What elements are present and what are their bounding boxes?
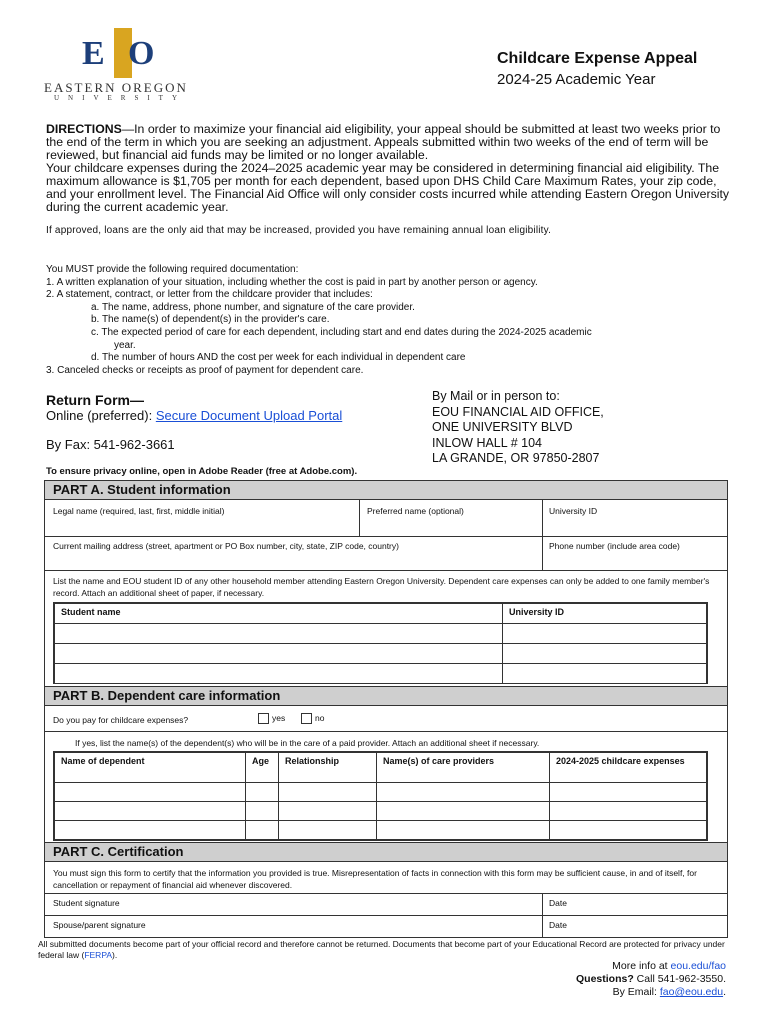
part-a-heading: PART A. Student information: [45, 481, 727, 500]
yes-checkbox[interactable]: [258, 713, 269, 724]
mail-line: LA GRANDE, OR 97850-2807: [432, 451, 600, 465]
table-cell[interactable]: [279, 821, 377, 840]
table-cell[interactable]: [55, 783, 246, 802]
age-header: Age: [246, 753, 279, 783]
table-cell[interactable]: [377, 783, 550, 802]
questions-phone: Call 541-962-3550.: [633, 973, 726, 985]
form-subtitle: 2024-25 Academic Year: [497, 71, 656, 88]
record-note: [38, 939, 728, 961]
yes-label: yes: [272, 713, 286, 723]
directions-p1: —In order to maximize your financial aid eligibility, your appeal should be submitted at least two weeks prior to the end of the term in which you are seeking an adjustment. Appeals submitted within two weeks of the end of term will be reviewed, but financial aid funds may be limited or no longer available.: [46, 122, 721, 162]
contact-info: [576, 960, 726, 999]
household-table: [53, 602, 708, 684]
table-cell[interactable]: [377, 802, 550, 821]
part-b: [44, 686, 728, 843]
req-item-3: 3. Canceled checks or receipts as proof of payment for dependent care.: [46, 364, 364, 376]
form-title: Childcare Expense Appeal: [497, 50, 698, 67]
mail-line: ONE UNIVERSITY BLVD: [432, 420, 573, 434]
table-cell[interactable]: [550, 821, 707, 840]
part-a: [44, 480, 728, 687]
mail-line: EOU FINANCIAL AID OFFICE,: [432, 404, 604, 419]
logo-sub: UNIVERSITY: [54, 94, 186, 102]
relationship-header: Relationship: [279, 753, 377, 783]
requirements-intro: You MUST provide the following required documentation:: [46, 264, 299, 275]
directions-heading: DIRECTIONS: [46, 122, 122, 136]
privacy-note: To ensure privacy online, open in Adobe Reader (free at Adobe.com).: [46, 466, 358, 477]
table-cell[interactable]: [550, 783, 707, 802]
req-item-2c-cont: year.: [114, 339, 136, 351]
spouse-date-field[interactable]: Date: [549, 920, 567, 930]
logo-name: EASTERN OREGON: [44, 80, 188, 95]
table-cell[interactable]: [246, 802, 279, 821]
questions-label: Questions?: [576, 973, 634, 985]
table-cell[interactable]: [279, 783, 377, 802]
email-label: By Email:: [612, 986, 660, 998]
svg-text:E: E: [82, 35, 105, 72]
childcare-question: Do you pay for childcare expenses?: [53, 715, 189, 725]
table-cell[interactable]: [550, 802, 707, 821]
requirements: [46, 264, 726, 377]
svg-text:O: O: [128, 35, 155, 72]
university-id-field[interactable]: University ID: [549, 506, 598, 516]
directions-loans: If approved, loans are the only aid that may be increased, provided you have remaining annual loan eligibility.: [46, 225, 552, 236]
email-end: .: [723, 986, 726, 998]
part-c-heading: PART C. Certification: [45, 843, 727, 862]
table-cell[interactable]: [503, 644, 707, 664]
dependents-table: [53, 751, 708, 841]
eou-logo: [44, 26, 194, 106]
household-note: List the name and EOU student ID of any other household member attending Eastern Oregon University. Dependent care expenses can only be added to one family member's record. Attach an additional sheet of paper, if necessary.: [53, 576, 710, 598]
return-fax: By Fax: 541-962-3661: [46, 437, 175, 452]
no-label: no: [315, 713, 325, 723]
student-date-field[interactable]: Date: [549, 898, 567, 908]
spouse-signature-field[interactable]: Spouse/parent signature: [53, 920, 146, 930]
table-cell[interactable]: [246, 783, 279, 802]
table-cell[interactable]: [55, 821, 246, 840]
table-cell[interactable]: [503, 664, 707, 684]
directions: [46, 123, 736, 237]
record-note-text: All submitted documents become part of your official record and therefore cannot be returned. Documents that become part of your Educational Record are protected for privacy under federal law (: [38, 939, 725, 960]
return-online: [46, 408, 342, 423]
req-item-2b: b. The name(s) of dependent(s) in the provider's care.: [91, 314, 330, 326]
student-id-header: University ID: [503, 604, 707, 624]
req-item-2a: a. The name, address, phone number, and signature of the care provider.: [91, 301, 415, 313]
mail-line: INLOW HALL # 104: [432, 435, 543, 450]
preferred-name-field[interactable]: Preferred name (optional): [367, 506, 464, 516]
mail-address: [432, 389, 604, 467]
table-cell[interactable]: [55, 664, 503, 684]
no-checkbox[interactable]: [301, 713, 312, 724]
return-form-heading: Return Form—: [46, 392, 144, 408]
table-cell[interactable]: [377, 821, 550, 840]
no-option[interactable]: [301, 713, 324, 724]
certification-statement: You must sign this form to certify that the information you provided is true. Misrepresentation of facts in connection with this form may be sufficient cause, in and of itself, for cancellation or repayment of financial aid whenever discovered.: [53, 868, 697, 890]
table-cell[interactable]: [55, 624, 503, 644]
table-cell[interactable]: [279, 802, 377, 821]
online-label: Online (preferred):: [46, 408, 156, 423]
part-c: [44, 842, 728, 938]
record-note-end: ).: [112, 950, 118, 960]
req-item-2: 2. A statement, contract, or letter from the childcare provider that includes:: [46, 289, 373, 301]
providers-header: Name(s) of care providers: [377, 753, 550, 783]
yes-option[interactable]: [258, 713, 285, 724]
email-link[interactable]: fao@eou.edu: [659, 986, 724, 998]
more-info-label: More info at: [612, 960, 671, 972]
expenses-header: 2024-2025 childcare expenses: [550, 753, 707, 783]
part-b-heading: PART B. Dependent care information: [45, 687, 727, 706]
legal-name-field[interactable]: Legal name (required, last, first, middle initial): [53, 506, 225, 516]
req-item-1: 1. A written explanation of your situation, including whether the cost is paid in part by another person or agency.: [46, 276, 538, 288]
req-item-2d: d. The number of hours AND the cost per week for each individual in dependent care: [91, 352, 466, 364]
dependents-note: If yes, list the name(s) of the dependent(s) who will be in the care of a paid provider. Attach an additional sheet if necessary.: [75, 738, 540, 748]
ferpa-link[interactable]: FERPA: [84, 950, 113, 960]
table-cell[interactable]: [246, 821, 279, 840]
student-signature-field[interactable]: Student signature: [53, 898, 120, 908]
student-name-header: Student name: [55, 604, 503, 624]
phone-field[interactable]: Phone number (include area code): [549, 541, 680, 551]
fao-website-link[interactable]: eou.edu/fao: [670, 960, 726, 972]
req-item-2c: c. The expected period of care for each dependent, including start and end dates during the 2024-2025 academic: [91, 326, 592, 338]
dependent-name-header: Name of dependent: [55, 753, 246, 783]
upload-portal-link[interactable]: Secure Document Upload Portal: [155, 408, 343, 423]
table-cell[interactable]: [503, 624, 707, 644]
mailing-address-field[interactable]: Current mailing address (street, apartment or PO Box number, city, state, ZIP code, country): [53, 541, 399, 551]
mail-line: By Mail or in person to:: [432, 389, 560, 403]
directions-p2: Your childcare expenses during the 2024–2025 academic year may be considered in determining financial aid eligibility. The maximum allowance is $1,705 per month for each dependent, based upon DHS Child Care Maximum Rates, your zip code, and your enrollment level. The Financial Aid Office will only consider costs incurred while attending Eastern Oregon University during the current academic year.: [46, 161, 730, 214]
table-cell[interactable]: [55, 802, 246, 821]
table-cell[interactable]: [55, 644, 503, 664]
